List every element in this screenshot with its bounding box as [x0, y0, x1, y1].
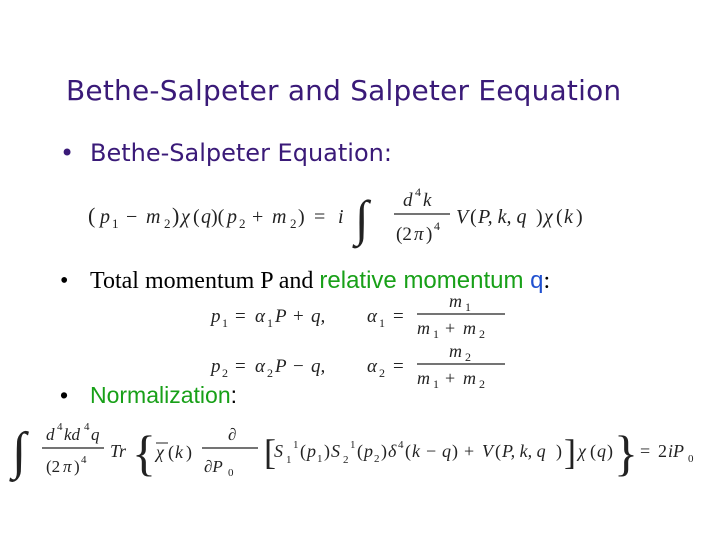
svg-text:∂: ∂ — [228, 425, 237, 444]
svg-text:S: S — [331, 441, 340, 461]
svg-text:2: 2 — [222, 366, 228, 380]
svg-text:0: 0 — [688, 453, 694, 465]
svg-text:2: 2 — [465, 350, 471, 364]
svg-text:): ) — [186, 442, 192, 462]
svg-text:2: 2 — [343, 454, 349, 466]
svg-text:q: q — [597, 441, 606, 461]
svg-text:4: 4 — [57, 421, 63, 433]
svg-text:Tr: Tr — [110, 441, 127, 461]
svg-text:2: 2 — [239, 216, 246, 231]
svg-text:(: ( — [300, 441, 306, 461]
svg-text:): ) — [426, 224, 433, 245]
svg-text:d: d — [46, 425, 55, 444]
svg-text:): ) — [452, 441, 458, 461]
svg-text:(: ( — [88, 203, 96, 228]
svg-text:1: 1 — [433, 377, 439, 391]
svg-text:d: d — [403, 190, 413, 211]
svg-text:P, k, q: P, k, q — [478, 206, 527, 228]
svg-text:χ: χ — [156, 442, 164, 462]
svg-text:+: + — [445, 368, 456, 388]
svg-text:V: V — [482, 441, 493, 461]
svg-text:q,: q, — [311, 306, 326, 327]
svg-text:4: 4 — [415, 185, 421, 199]
svg-text:2: 2 — [658, 441, 667, 461]
svg-text:k: k — [175, 442, 183, 462]
svg-text:1: 1 — [317, 453, 323, 465]
svg-text:(: ( — [168, 442, 174, 462]
svg-text:k: k — [412, 441, 420, 461]
svg-text:(: ( — [470, 206, 477, 228]
svg-text:m: m — [463, 318, 476, 338]
svg-text:χ: χ — [544, 206, 553, 228]
svg-text:α: α — [255, 356, 265, 377]
svg-text:0: 0 — [228, 467, 234, 479]
relative-momentum-text: relative momentum — [319, 267, 531, 294]
svg-text:∫: ∫ — [12, 423, 27, 480]
svg-text:S: S — [274, 441, 283, 461]
svg-text:α: α — [367, 356, 377, 377]
bullet-prefix: Total momentum P and — [90, 268, 320, 294]
svg-text:): ) — [536, 206, 543, 228]
bullet-symbol: • — [60, 139, 75, 167]
svg-text:α: α — [367, 306, 377, 327]
svg-text:): ) — [74, 457, 80, 476]
svg-text:m: m — [449, 291, 462, 311]
svg-text:): ) — [556, 441, 562, 461]
svg-text:χ: χ — [578, 441, 586, 461]
svg-text:(: ( — [556, 206, 563, 228]
svg-text:(2: (2 — [46, 457, 61, 476]
svg-text:1: 1 — [222, 316, 228, 330]
svg-text:P, k, q: P, k, q — [502, 441, 546, 461]
svg-text:m: m — [449, 341, 462, 361]
svg-text:(: ( — [193, 206, 200, 228]
bullet-symbol: • — [60, 268, 69, 294]
svg-text:1: 1 — [379, 316, 385, 330]
svg-text:P: P — [275, 306, 287, 327]
svg-text:p: p — [211, 306, 221, 327]
svg-text:=: = — [314, 206, 326, 228]
svg-text:2: 2 — [164, 216, 171, 231]
svg-text:): ) — [172, 203, 180, 228]
svg-text:δ: δ — [388, 441, 397, 461]
svg-text:{: { — [132, 425, 156, 481]
svg-text:−: − — [126, 206, 138, 228]
svg-text:1: 1 — [293, 439, 299, 451]
svg-text:m: m — [417, 368, 430, 388]
svg-text:k: k — [423, 190, 432, 211]
svg-text:P: P — [275, 356, 287, 377]
svg-text:(2: (2 — [396, 224, 412, 245]
bullet-label: Bethe-Salpeter Equation: — [90, 139, 392, 167]
svg-text:(: ( — [495, 441, 501, 461]
svg-text:q: q — [442, 441, 451, 461]
svg-text:π: π — [414, 224, 424, 245]
svg-text:}: } — [614, 425, 638, 481]
bethe-salpeter-equation — [80, 180, 620, 250]
svg-text:)(: )( — [211, 206, 225, 228]
svg-text:q,: q, — [311, 356, 326, 377]
svg-text:=: = — [640, 441, 651, 461]
bullet-bethe-salpeter — [60, 139, 392, 167]
p1-alpha1-equation — [205, 290, 515, 340]
svg-text:): ) — [576, 206, 583, 228]
svg-text:(: ( — [357, 441, 363, 461]
bullet-suffix: : — [230, 382, 237, 408]
svg-text:): ) — [324, 441, 330, 461]
svg-text:π: π — [63, 457, 72, 476]
svg-text:p: p — [227, 206, 237, 228]
bullet-symbol: • — [60, 382, 69, 408]
svg-text:m: m — [463, 368, 476, 388]
svg-text:): ) — [607, 441, 613, 461]
svg-text:=: = — [393, 306, 404, 327]
svg-text:p: p — [211, 356, 221, 377]
svg-text:1: 1 — [350, 439, 356, 451]
svg-text:=: = — [235, 306, 246, 327]
svg-text:+: + — [464, 441, 475, 461]
svg-text:2: 2 — [267, 366, 273, 380]
svg-text:∂P: ∂P — [204, 457, 223, 476]
svg-text:4: 4 — [81, 454, 87, 466]
svg-text:+: + — [445, 318, 456, 338]
svg-text:(: ( — [590, 441, 596, 461]
svg-text:q: q — [91, 425, 100, 444]
bullet-label: Normalization — [90, 382, 231, 408]
svg-text:+: + — [252, 206, 264, 228]
svg-text:V: V — [456, 206, 469, 228]
svg-text:2: 2 — [290, 216, 297, 231]
svg-text:iP: iP — [668, 441, 684, 461]
svg-text:k: k — [564, 206, 573, 228]
svg-text:=: = — [235, 356, 246, 377]
svg-text:1: 1 — [286, 454, 292, 466]
svg-text:2: 2 — [479, 377, 485, 391]
svg-text:α: α — [255, 306, 265, 327]
svg-text:m: m — [272, 206, 287, 228]
svg-text:4: 4 — [398, 439, 404, 451]
svg-text:2: 2 — [374, 453, 380, 465]
svg-text:p: p — [100, 206, 110, 228]
svg-text:1: 1 — [465, 300, 471, 314]
svg-text:m: m — [417, 318, 430, 338]
svg-text:−: − — [293, 356, 304, 377]
svg-text:2: 2 — [479, 327, 485, 340]
svg-text:]: ] — [564, 432, 576, 472]
svg-text:): ) — [381, 441, 387, 461]
p2-alpha2-equation — [205, 340, 515, 392]
bullet-normalization — [60, 382, 237, 409]
svg-text:1: 1 — [433, 327, 439, 340]
svg-text:i: i — [338, 206, 344, 228]
svg-text:m: m — [146, 206, 161, 228]
svg-text:4: 4 — [434, 219, 440, 233]
svg-text:χ: χ — [181, 206, 190, 228]
svg-text:kd: kd — [64, 425, 81, 444]
svg-text:4: 4 — [84, 421, 90, 433]
slide-title: Bethe-Salpeter and Salpeter Eequation — [66, 74, 622, 107]
svg-text:2: 2 — [379, 366, 385, 380]
svg-text:q: q — [201, 206, 211, 228]
svg-text:+: + — [293, 306, 304, 327]
svg-text:−: − — [426, 441, 437, 461]
svg-text:1: 1 — [112, 216, 119, 231]
svg-text:1: 1 — [267, 316, 273, 330]
normalization-equation — [8, 410, 714, 490]
svg-text:(: ( — [405, 441, 411, 461]
svg-text:p: p — [307, 441, 316, 461]
svg-text:=: = — [393, 356, 404, 377]
bullet-suffix: : — [543, 268, 551, 294]
q-symbol: q — [530, 267, 544, 294]
svg-text:p: p — [364, 441, 373, 461]
svg-text:): ) — [298, 206, 305, 228]
svg-text:[: [ — [264, 432, 276, 472]
svg-text:∫: ∫ — [355, 190, 369, 246]
